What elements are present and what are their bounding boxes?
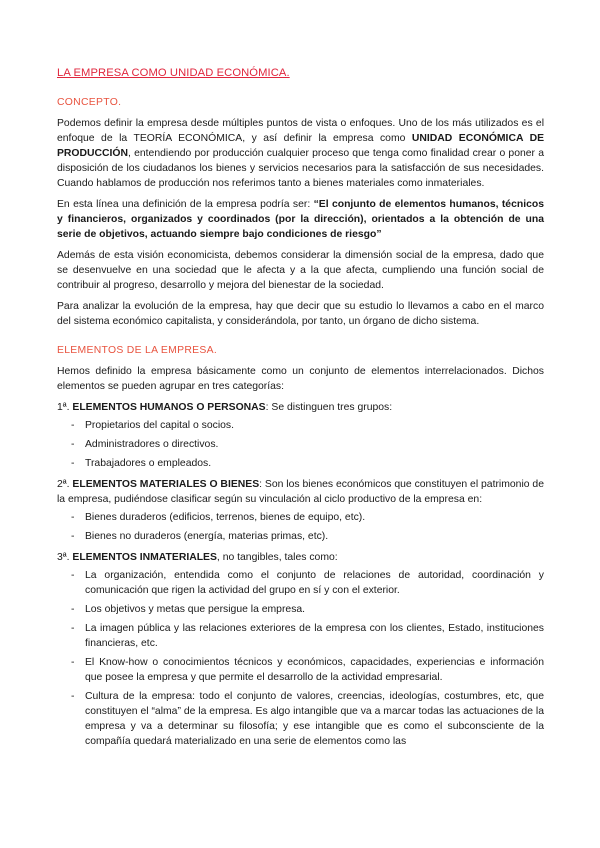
category-2-heading — [57, 477, 544, 507]
category-3-list — [57, 568, 544, 749]
section-heading-concepto: CONCEPTO. — [57, 97, 122, 108]
category-number: 2ª. — [57, 479, 73, 490]
bold-quote: “El conjunto de elementos humanos, técnicos y financieros, organizados y coordinados (por la dirección), orientados a la obtención de una serie de objetivos, actuando siempre bajo condiciones de riesgo” — [57, 199, 544, 240]
paragraph-social: Además de esta visión economicista, debemos considerar la dimensión social de la empresa, dado que se desenvuelve en una sociedad que le afecta y a la que afecta, cumpliendo una función social de contribuir al progreso, desarrollo y mejora del bienestar de la sociedad. — [57, 250, 544, 291]
list-item: - Cultura de la empresa: todo el conjunto de valores, creencias, ideologías, costumbres, etc, que constituyen el “alma” de la empresa. Es algo intangible que va a marcar todas las actuaciones de la empresa y va a determinar su filosofía; y ese intangible que es como el subconsciente de la compañía quedará materializado en una serie de elementos como las — [57, 689, 544, 749]
category-1-list — [57, 418, 544, 471]
category-2-list — [57, 510, 544, 544]
paragraph-text: Podemos definir la empresa desde múltiples puntos de vista o enfoques. Uno de los más utilizados es el enfoque de la TEORÍA ECONÓMICA, y así definir la empresa como — [57, 118, 544, 144]
document-title: LA EMPRESA COMO UNIDAD ECONÓMICA. — [57, 67, 290, 79]
paragraph-text: En esta línea una definición de la empresa podría ser: — [57, 199, 314, 210]
category-text: : Son los bienes económicos que constituyen el patrimonio de la empresa, pudiéndose clasificar según su vinculación al ciclo productivo de la empresa en: — [57, 479, 544, 505]
paragraph-quote — [57, 197, 544, 242]
category-text: : Se distinguen tres grupos: — [265, 402, 393, 413]
list-item: - El Know-how o conocimientos técnicos y económicos, capacidades, experiencias e información que posee la empresa y que permite el desarrollo de la actividad empresarial. — [57, 655, 544, 685]
category-number: 1ª. — [57, 402, 73, 413]
list-item: - La imagen pública y las relaciones exteriores de la empresa con los clientes, Estado, instituciones financieras, etc. — [57, 621, 544, 651]
paragraph-elements-intro: Hemos definido la empresa básicamente como un conjunto de elementos interrelacionados. Dichos elementos se pueden agrupar en tres categorías: — [57, 366, 544, 392]
category-label: ELEMENTOS INMATERIALES — [72, 552, 217, 563]
paragraph-capitalism: Para analizar la evolución de la empresa, hay que decir que su estudio lo llevamos a cabo en el marco del sistema económico capitalista, y considerándola, por tanto, un órgano de dicho sistema. — [57, 301, 544, 327]
category-text: , no tangibles, tales como: — [216, 552, 338, 563]
paragraph-definition — [57, 116, 544, 191]
list-item: - Bienes duraderos (edificios, terrenos, bienes de equipo, etc). — [57, 510, 544, 525]
list-item: - Propietarios del capital o socios. — [57, 418, 544, 433]
list-item: - Los objetivos y metas que persigue la empresa. — [57, 602, 544, 617]
category-3-heading — [57, 550, 544, 565]
category-1-heading — [57, 400, 544, 415]
list-item: - Bienes no duraderos (energía, materias primas, etc). — [57, 529, 544, 544]
list-item: - Trabajadores o empleados. — [57, 456, 544, 471]
category-label: ELEMENTOS HUMANOS O PERSONAS — [72, 402, 266, 413]
list-item: - La organización, entendida como el conjunto de relaciones de autoridad, coordinación y comunicación que rigen la actividad del grupo en sí y con el exterior. — [57, 568, 544, 598]
section-heading-elementos: ELEMENTOS DE LA EMPRESA. — [57, 345, 218, 356]
category-label: ELEMENTOS MATERIALES O BIENES — [72, 479, 260, 490]
document-page — [57, 66, 544, 753]
list-item: - Administradores o directivos. — [57, 437, 544, 452]
category-number: 3ª. — [57, 552, 73, 563]
paragraph-text: , entendiendo por producción cualquier proceso que tenga como finalidad crear o poner a disposición de los ciudadanos los bienes y servicios necesarios para la satisfacción de sus necesidades. Cuando hablamos de producción nos referimos tanto a bienes materiales como inmateriales. — [57, 148, 544, 189]
bold-term: UNIDAD ECONÓMICA DE PRODUCCIÓN — [57, 133, 544, 159]
